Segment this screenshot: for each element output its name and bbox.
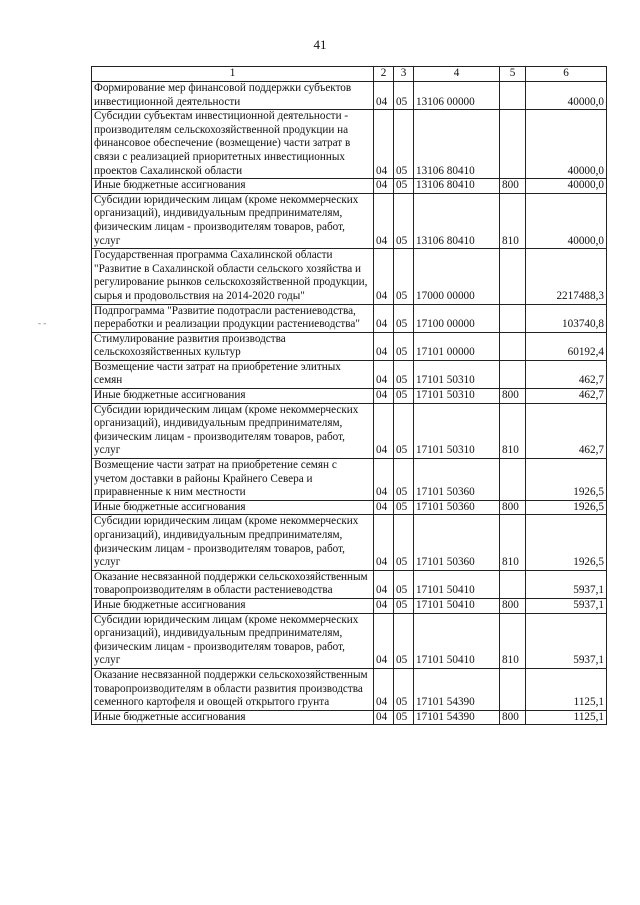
row-name-cell: Государственная программа Сахалинской области "Развитие в Сахалинской области сельского хозяйства и регулирование рынков сельскохозяйственной продукции, сырья и продовольствия на 2014-2020 годы" (92, 249, 374, 304)
row-name-cell: Стимулирование развития производства сельскохозяйственных культур (92, 332, 374, 360)
section-code-cell: 04 (374, 179, 394, 194)
row-name-cell: Субсидии юридическим лицам (кроме некоммерческих организаций), индивидуальным предпринимателям, физическим лицам - производителям товаров, работ, услуг (92, 515, 374, 570)
target-article-cell: 13106 80410 (414, 179, 500, 194)
expense-type-cell (500, 459, 526, 501)
target-article-cell: 17101 54390 (414, 710, 500, 725)
row-name-cell: Возмещение части затрат на приобретение семян с учетом доставки в районы Крайнего Севера и приравненные к ним местности (92, 459, 374, 501)
table-row (92, 710, 607, 725)
table-row (92, 598, 607, 613)
table-row (92, 389, 607, 404)
section-code-cell: 04 (374, 389, 394, 404)
amount-cell: 1125,1 (526, 710, 607, 725)
target-article-cell: 13106 80410 (414, 110, 500, 179)
subsection-code-cell: 05 (394, 459, 414, 501)
target-article-cell: 17101 00000 (414, 332, 500, 360)
page-number: 41 (313, 37, 327, 52)
expense-type-cell (500, 332, 526, 360)
subsection-code-cell: 05 (394, 598, 414, 613)
header-col-2: 2 (374, 67, 394, 82)
subsection-code-cell: 05 (394, 570, 414, 598)
table-row (92, 459, 607, 501)
row-name-cell: Формирование мер финансовой поддержки субъектов инвестиционной деятельности (92, 82, 374, 110)
subsection-code-cell: 05 (394, 360, 414, 388)
header-col-1: 1 (92, 67, 374, 82)
budget-table (91, 66, 607, 725)
expense-type-cell (500, 82, 526, 110)
table-header (92, 67, 607, 82)
amount-cell: 40000,0 (526, 110, 607, 179)
table-row (92, 570, 607, 598)
amount-cell: 40000,0 (526, 193, 607, 248)
amount-cell: 5937,1 (526, 570, 607, 598)
target-article-cell: 13106 00000 (414, 82, 500, 110)
expense-type-cell: 810 (500, 193, 526, 248)
row-name-cell: Иные бюджетные ассигнования (92, 598, 374, 613)
target-article-cell: 17101 50310 (414, 403, 500, 458)
amount-cell: 462,7 (526, 403, 607, 458)
subsection-code-cell: 05 (394, 710, 414, 725)
table-row (92, 668, 607, 710)
table-row (92, 304, 607, 332)
subsection-code-cell: 05 (394, 193, 414, 248)
row-name-cell: Иные бюджетные ассигнования (92, 500, 374, 515)
table-row (92, 360, 607, 388)
expense-type-cell: 800 (500, 710, 526, 725)
amount-cell: 5937,1 (526, 613, 607, 668)
subsection-code-cell: 05 (394, 668, 414, 710)
header-col-6: 6 (526, 67, 607, 82)
amount-cell: 1926,5 (526, 459, 607, 501)
subsection-code-cell: 05 (394, 515, 414, 570)
row-name-cell: Возмещение части затрат на приобретение элитных семян (92, 360, 374, 388)
subsection-code-cell: 05 (394, 110, 414, 179)
amount-cell: 103740,8 (526, 304, 607, 332)
amount-cell: 1926,5 (526, 515, 607, 570)
target-article-cell: 17101 50410 (414, 598, 500, 613)
table-row (92, 82, 607, 110)
expense-type-cell (500, 668, 526, 710)
row-name-cell: Иные бюджетные ассигнования (92, 389, 374, 404)
section-code-cell: 04 (374, 598, 394, 613)
table-row (92, 515, 607, 570)
table-row (92, 179, 607, 194)
section-code-cell: 04 (374, 500, 394, 515)
table-row (92, 249, 607, 304)
amount-cell: 1125,1 (526, 668, 607, 710)
table-row (92, 403, 607, 458)
target-article-cell: 17101 50410 (414, 570, 500, 598)
amount-cell: 462,7 (526, 389, 607, 404)
subsection-code-cell: 05 (394, 249, 414, 304)
subsection-code-cell: 05 (394, 332, 414, 360)
amount-cell: 462,7 (526, 360, 607, 388)
table-body (92, 82, 607, 725)
section-code-cell: 04 (374, 110, 394, 179)
margin-mark: - - (38, 318, 47, 328)
row-name-cell: Иные бюджетные ассигнования (92, 710, 374, 725)
row-name-cell: Подпрограмма "Развитие подотрасли растениеводства, переработки и реализации продукции растениеводства" (92, 304, 374, 332)
expense-type-cell: 800 (500, 500, 526, 515)
section-code-cell: 04 (374, 668, 394, 710)
expense-type-cell (500, 360, 526, 388)
section-code-cell: 04 (374, 360, 394, 388)
section-code-cell: 04 (374, 82, 394, 110)
amount-cell: 1926,5 (526, 500, 607, 515)
expense-type-cell (500, 570, 526, 598)
row-name-cell: Оказание несвязанной поддержки сельскохозяйственным товаропроизводителям в области растениеводства (92, 570, 374, 598)
subsection-code-cell: 05 (394, 304, 414, 332)
row-name-cell: Оказание несвязанной поддержки сельскохозяйственным товаропроизводителям в области развития производства семенного картофеля и овощей открытого грунта (92, 668, 374, 710)
section-code-cell: 04 (374, 710, 394, 725)
subsection-code-cell: 05 (394, 389, 414, 404)
expense-type-cell (500, 304, 526, 332)
section-code-cell: 04 (374, 515, 394, 570)
target-article-cell: 17100 00000 (414, 304, 500, 332)
expense-type-cell: 810 (500, 403, 526, 458)
subsection-code-cell: 05 (394, 82, 414, 110)
table-row (92, 110, 607, 179)
target-article-cell: 17101 50410 (414, 613, 500, 668)
target-article-cell: 17101 54390 (414, 668, 500, 710)
expense-type-cell: 800 (500, 598, 526, 613)
amount-cell: 2217488,3 (526, 249, 607, 304)
target-article-cell: 17101 50310 (414, 389, 500, 404)
section-code-cell: 04 (374, 304, 394, 332)
target-article-cell: 17101 50360 (414, 515, 500, 570)
target-article-cell: 17101 50310 (414, 360, 500, 388)
subsection-code-cell: 05 (394, 500, 414, 515)
table-row (92, 332, 607, 360)
subsection-code-cell: 05 (394, 403, 414, 458)
amount-cell: 40000,0 (526, 82, 607, 110)
section-code-cell: 04 (374, 403, 394, 458)
expense-type-cell: 810 (500, 515, 526, 570)
expense-type-cell (500, 249, 526, 304)
target-article-cell: 17000 00000 (414, 249, 500, 304)
target-article-cell: 17101 50360 (414, 500, 500, 515)
header-row (92, 67, 607, 82)
section-code-cell: 04 (374, 570, 394, 598)
target-article-cell: 13106 80410 (414, 193, 500, 248)
amount-cell: 60192,4 (526, 332, 607, 360)
row-name-cell: Субсидии юридическим лицам (кроме некоммерческих организаций), индивидуальным предпринимателям, физическим лицам - производителям товаров, работ, услуг (92, 613, 374, 668)
section-code-cell: 04 (374, 249, 394, 304)
target-article-cell: 17101 50360 (414, 459, 500, 501)
row-name-cell: Субсидии юридическим лицам (кроме некоммерческих организаций), индивидуальным предпринимателям, физическим лицам - производителям товаров, работ, услуг (92, 193, 374, 248)
expense-type-cell (500, 110, 526, 179)
section-code-cell: 04 (374, 332, 394, 360)
section-code-cell: 04 (374, 613, 394, 668)
table-row (92, 500, 607, 515)
row-name-cell: Субсидии юридическим лицам (кроме некоммерческих организаций), индивидуальным предпринимателям, физическим лицам - производителям товаров, работ, услуг (92, 403, 374, 458)
subsection-code-cell: 05 (394, 613, 414, 668)
section-code-cell: 04 (374, 459, 394, 501)
header-col-5: 5 (500, 67, 526, 82)
row-name-cell: Иные бюджетные ассигнования (92, 179, 374, 194)
table-row (92, 193, 607, 248)
amount-cell: 5937,1 (526, 598, 607, 613)
subsection-code-cell: 05 (394, 179, 414, 194)
row-name-cell: Субсидии субъектам инвестиционной деятельности - производителям сельскохозяйственной продукции на финансовое обеспечение (возмещение) части затрат в связи с реализацией приоритетных инвестиционных проектов Сахалинской области (92, 110, 374, 179)
table-row (92, 613, 607, 668)
amount-cell: 40000,0 (526, 179, 607, 194)
expense-type-cell: 800 (500, 389, 526, 404)
section-code-cell: 04 (374, 193, 394, 248)
expense-type-cell: 810 (500, 613, 526, 668)
header-col-4: 4 (414, 67, 500, 82)
expense-type-cell: 800 (500, 179, 526, 194)
header-col-3: 3 (394, 67, 414, 82)
